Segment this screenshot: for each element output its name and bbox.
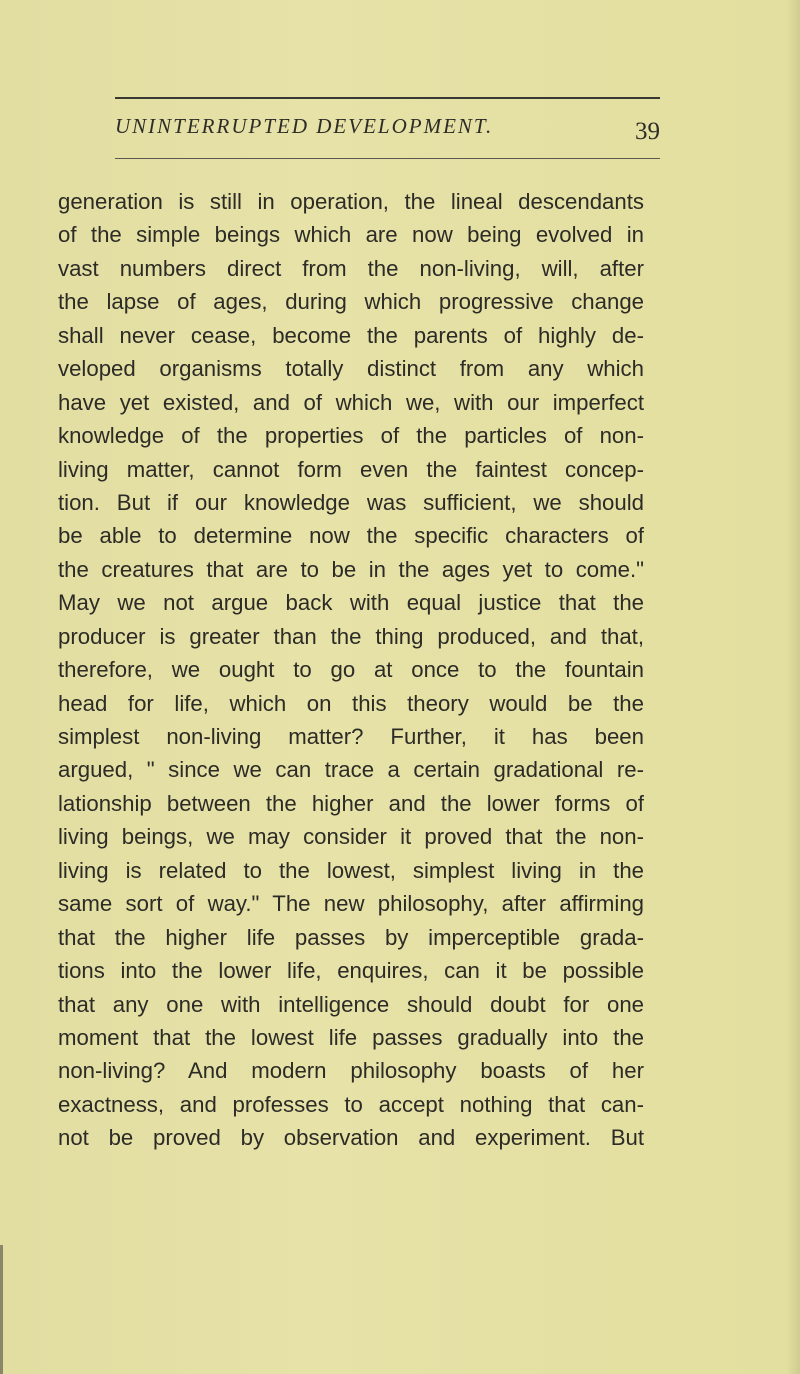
top-rule <box>115 97 660 99</box>
body-text <box>58 185 644 1285</box>
text-line: knowledge of the properties of the particles of non- <box>58 423 644 449</box>
text-line: that any one with intelligence should doubt for one <box>58 991 644 1017</box>
text-line: not be proved by observation and experiment. But <box>58 1125 644 1151</box>
text-line: producer is greater than the thing produced, and that, <box>58 623 644 649</box>
text-line: living is related to the lowest, simplest living in the <box>58 857 644 883</box>
binding-mark <box>0 1245 3 1374</box>
page-number: 39 <box>635 118 660 145</box>
text-line: argued, " since we can trace a certain gradational re- <box>58 757 644 783</box>
running-title: UNINTERRUPTED DEVELOPMENT. <box>115 114 494 138</box>
text-line: tions into the lower life, enquires, can it be possible <box>58 958 644 984</box>
text-line: be able to determine now the specific characters of <box>58 523 644 549</box>
text-line: vast numbers direct from the non-living, will, after <box>58 255 644 281</box>
text-line: lationship between the higher and the lower forms of <box>58 790 644 816</box>
text-line: May we not argue back with equal justice that the <box>58 590 644 616</box>
text-line: the lapse of ages, during which progressive change <box>58 289 644 315</box>
running-head <box>115 114 660 144</box>
text-line: that the higher life passes by imperceptible grada- <box>58 924 644 950</box>
text-line: moment that the lowest life passes gradually into the <box>58 1024 644 1050</box>
text-line: of the simple beings which are now being evolved in <box>58 222 644 248</box>
text-line: head for life, which on this theory would be the <box>58 690 644 716</box>
text-line: non-living? And modern philosophy boasts of her <box>58 1058 644 1084</box>
text-line: shall never cease, become the parents of highly de- <box>58 322 644 348</box>
text-line: living matter, cannot form even the faintest concep- <box>58 456 644 482</box>
text-line: same sort of way." The new philosophy, after affirming <box>58 891 644 917</box>
text-line: tion. But if our knowledge was sufficient, we should <box>58 489 644 515</box>
text-line: the creatures that are to be in the ages yet to come." <box>58 556 644 582</box>
page-edge-shadow <box>786 0 800 1374</box>
text-line: therefore, we ought to go at once to the fountain <box>58 657 644 683</box>
text-line: have yet existed, and of which we, with our imperfect <box>58 389 644 415</box>
text-line: generation is still in operation, the lineal descendants <box>58 189 644 214</box>
text-line: living beings, we may consider it proved that the non- <box>58 824 644 850</box>
text-line: simplest non-living matter? Further, it has been <box>58 724 644 749</box>
text-line: exactness, and professes to accept nothing that can- <box>58 1091 644 1117</box>
header-rule <box>115 158 660 159</box>
text-line: veloped organisms totally distinct from any which <box>58 356 644 382</box>
